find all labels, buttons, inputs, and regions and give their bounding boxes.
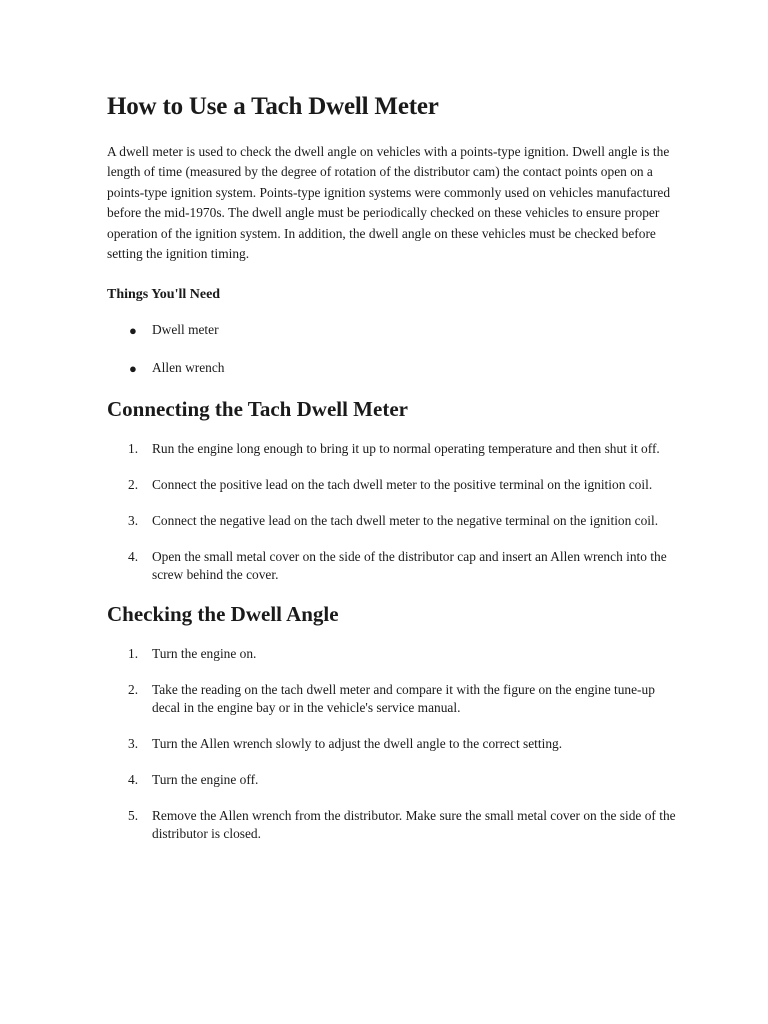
document-title: How to Use a Tach Dwell Meter bbox=[107, 93, 439, 120]
step-item bbox=[107, 476, 682, 494]
intro-paragraph: A dwell meter is used to check the dwell angle on vehicles with a points-type ignition. Dwell angle is the length of time (measured by the degree of rotation of the distributor cam) the contact points open on a points-type ignition system. Points-type ignition systems were commonly used on vehicles manufactured before the mid-1970s. The dwell angle must be periodically checked on these vehicles to ensure proper operation of the ignition system. In addition, the dwell angle on these vehicles must be checked before setting the ignition timing. bbox=[107, 144, 671, 262]
step-number: 2. bbox=[128, 682, 139, 697]
steps-list bbox=[107, 440, 682, 584]
list-item-text: Allen wrench bbox=[152, 359, 225, 375]
step-item bbox=[107, 512, 682, 530]
list-item bbox=[107, 321, 682, 339]
step-item bbox=[107, 771, 682, 789]
step-item bbox=[107, 548, 682, 584]
step-text: Take the reading on the tach dwell meter and compare it with the figure on the engine tune-up decal in the engine bay or in the vehicle's service manual. bbox=[152, 682, 655, 715]
step-item bbox=[107, 807, 682, 843]
section-heading: Checking the Dwell Angle bbox=[107, 601, 339, 626]
step-number: 4. bbox=[128, 548, 139, 564]
step-number: 3. bbox=[128, 736, 139, 751]
step-text: Connect the negative lead on the tach dwell meter to the negative terminal on the ignition coil. bbox=[152, 512, 659, 528]
step-text: Remove the Allen wrench from the distributor. Make sure the small metal cover on the side of the distributor is closed. bbox=[152, 808, 676, 841]
step-item bbox=[107, 681, 682, 717]
step-number: 1. bbox=[128, 646, 139, 661]
step-text: Run the engine long enough to bring it up to normal operating temperature and then shut it off. bbox=[152, 440, 660, 456]
step-text: Connect the positive lead on the tach dwell meter to the positive terminal on the ignition coil. bbox=[152, 476, 653, 492]
step-item bbox=[107, 645, 682, 663]
step-number: 5. bbox=[128, 808, 139, 823]
step-number: 1. bbox=[128, 440, 139, 456]
step-text: Turn the engine on. bbox=[152, 646, 257, 661]
section-connecting bbox=[107, 397, 682, 584]
step-item bbox=[107, 735, 682, 753]
bullet-icon: ● bbox=[129, 360, 137, 376]
step-text: Turn the engine off. bbox=[152, 772, 259, 787]
list-item-text: Dwell meter bbox=[152, 321, 219, 337]
section-checking bbox=[107, 602, 682, 843]
step-number: 2. bbox=[128, 476, 139, 492]
list-item bbox=[107, 359, 682, 377]
needs-list bbox=[107, 321, 682, 377]
document-page bbox=[107, 92, 682, 861]
step-number: 3. bbox=[128, 512, 139, 528]
needs-heading: Things You'll Need bbox=[107, 287, 221, 303]
step-text: Open the small metal cover on the side of the distributor cap and insert an Allen wrench into the screw behind the cover. bbox=[152, 548, 667, 582]
step-number: 4. bbox=[128, 772, 139, 787]
steps-list bbox=[107, 645, 682, 843]
step-item bbox=[107, 440, 682, 458]
section-heading: Connecting the Tach Dwell Meter bbox=[107, 396, 408, 421]
step-text: Turn the Allen wrench slowly to adjust the dwell angle to the correct setting. bbox=[152, 736, 563, 751]
bullet-icon: ● bbox=[129, 322, 137, 338]
